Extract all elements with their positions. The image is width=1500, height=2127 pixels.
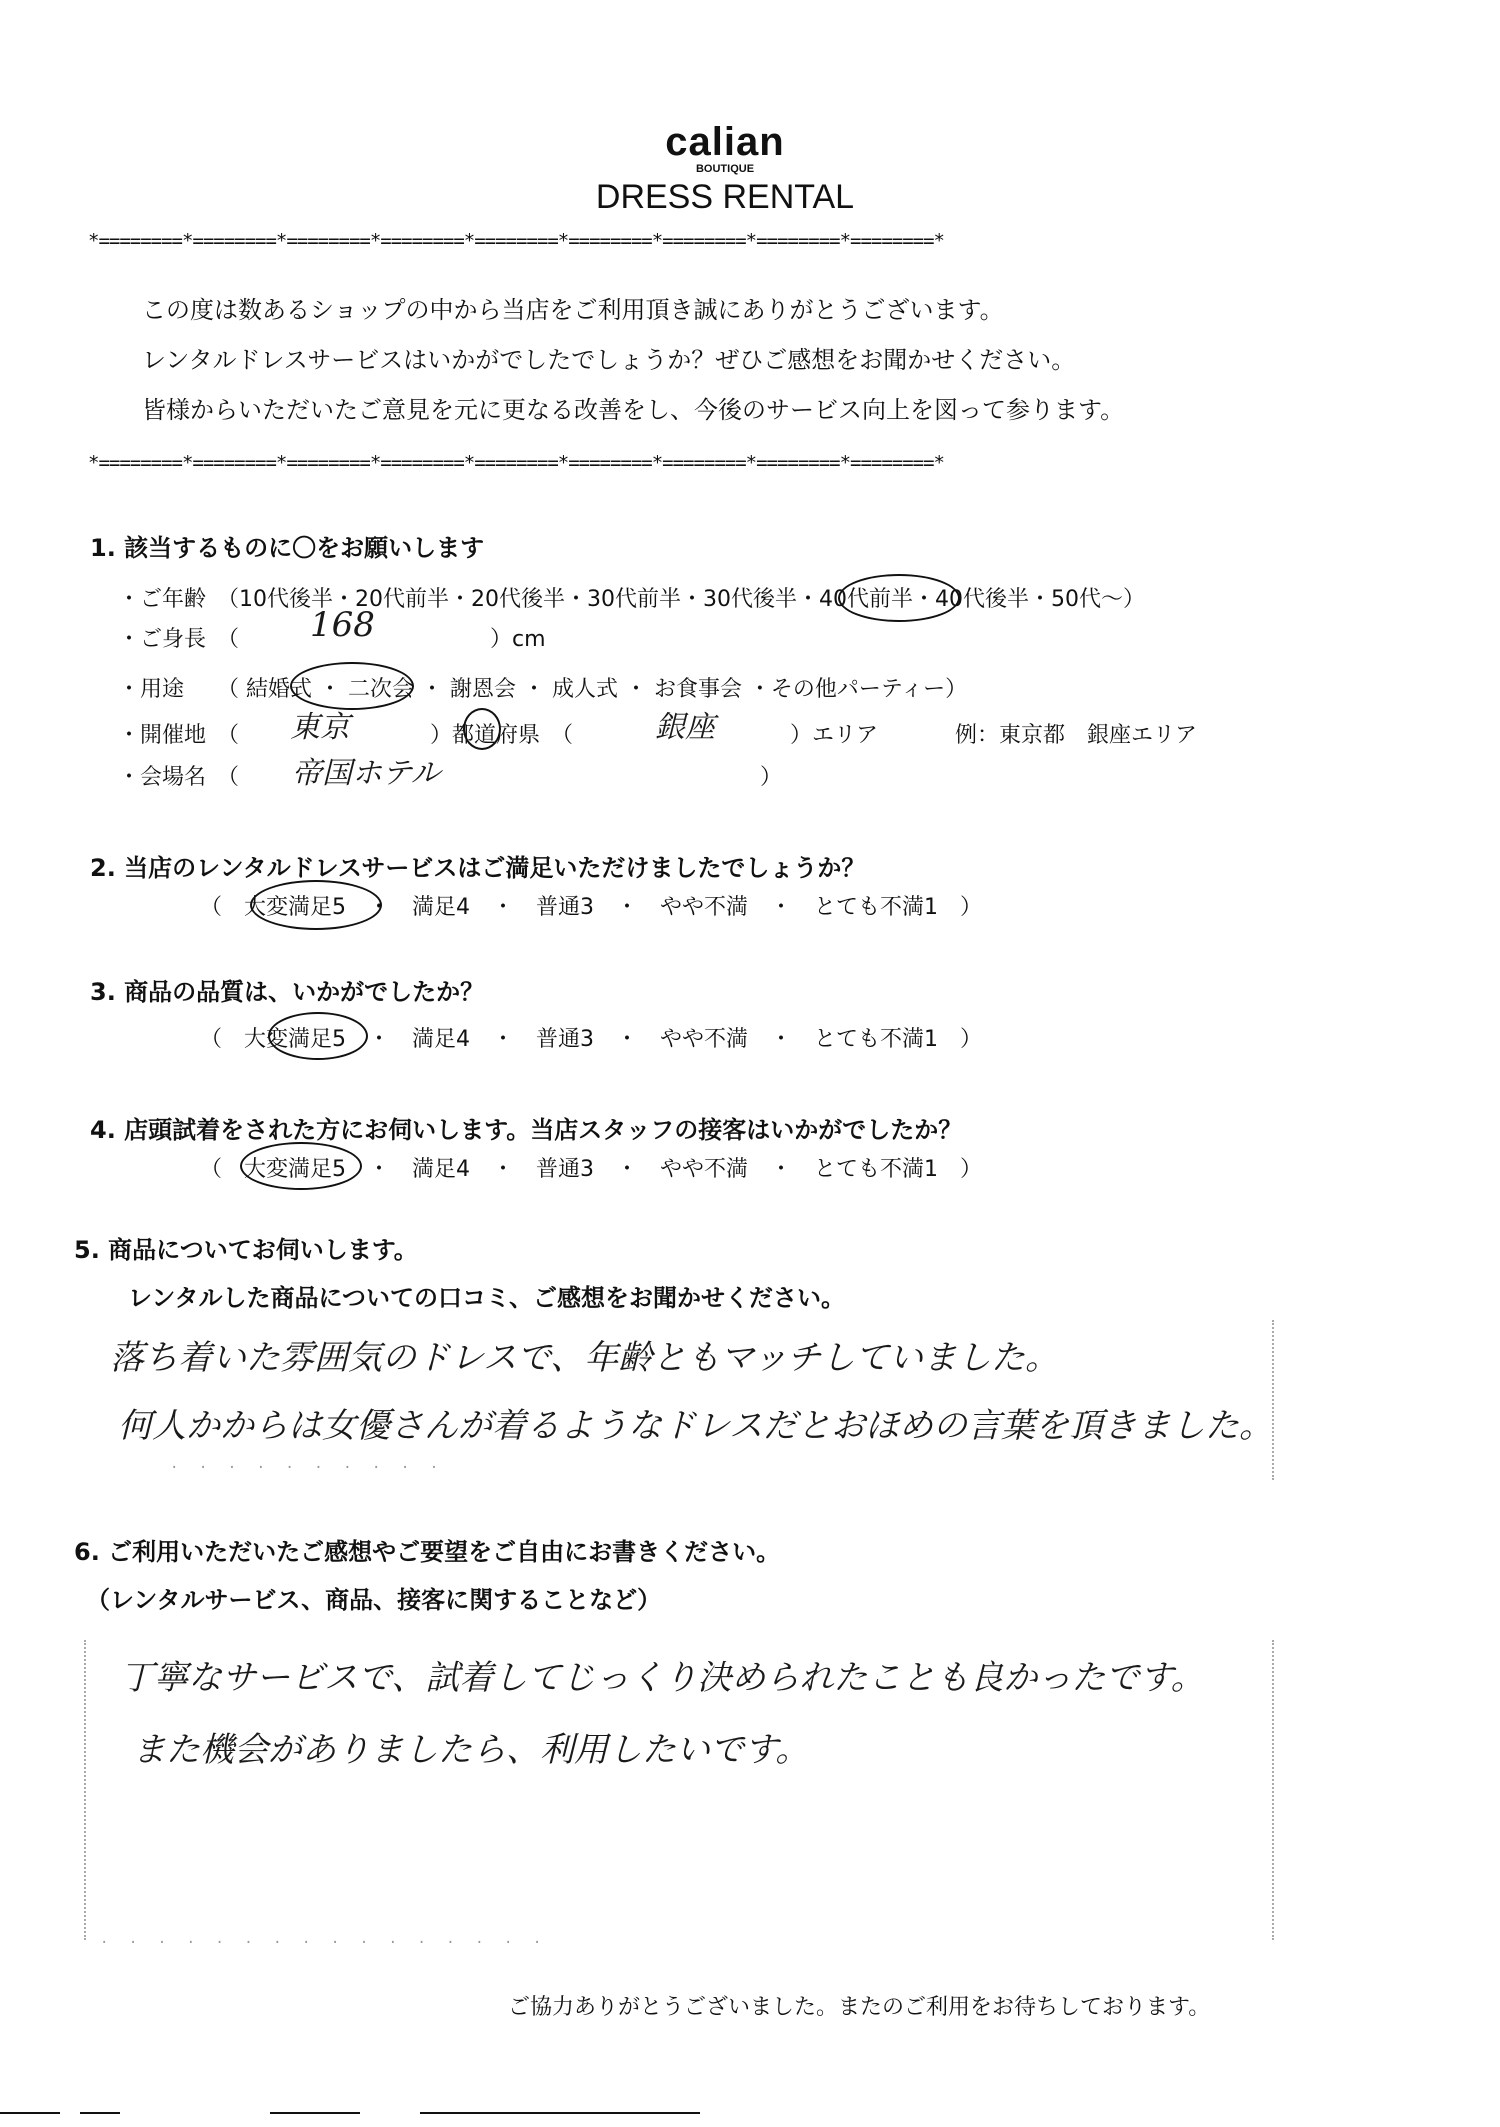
page-title: DRESS RENTAL	[595, 178, 855, 216]
intro-line-1: この度は数あるショップの中から当店をご利用頂き誠にありがとうございます。	[142, 296, 1004, 324]
q6-answer-line-2: また機会がありましたら、利用したいです。	[132, 1730, 810, 1770]
q2-heading: 2. 当店のレンタルドレスサービスはご満足いただけましたでしょうか？	[90, 854, 866, 882]
q5-answer-line-2: 何人かからは女優さんが着るようなドレスだとおほめの言葉を頂きました。	[118, 1406, 1273, 1446]
q4-options: （ 大変満足5 ・ 満足4 ・ 普通3 ・ やや不満 ・ とても不満1 ）	[200, 1157, 982, 1182]
divider-bottom: *========*========*========*========*========*========*========*========*========*	[88, 452, 944, 474]
q2-options: （ 大変満足5 ・ 満足4 ・ 普通3 ・ やや不満 ・ とても不満1 ）	[200, 895, 982, 920]
scan-mark	[0, 2112, 60, 2114]
scan-mark	[420, 2112, 700, 2114]
q1-age-row: ・ご年齢 （10代後半・20代前半・20代後半・30代前半・30代後半・40代前半・40代後半・50代～）	[118, 587, 1145, 612]
q3-selection-circle	[268, 1012, 368, 1060]
q6-subheading: （レンタルサービス、商品、接客に関することなど）	[86, 1586, 662, 1614]
scan-mark	[270, 2112, 360, 2114]
q5-heading: 5. 商品についてお伺いします。	[74, 1236, 418, 1264]
q4-selection-circle	[240, 1142, 362, 1190]
brand-subtitle: BOUTIQUE	[695, 163, 755, 175]
q1-hall-label: ・会場名 （	[118, 765, 240, 790]
q1-height-value: 168	[310, 605, 375, 645]
q6-box-left-edge	[84, 1640, 88, 1940]
intro-line-3: 皆様からいただいたご意見を元に更なる改善をし、今後のサービス向上を図って参ります。	[142, 396, 1125, 424]
q5-answer-line-1: 落ち着いた雰囲気のドレスで、年齢ともマッチしていました。	[110, 1338, 1059, 1378]
q1-height-label: ・ご身長 （	[118, 627, 240, 652]
q1-venue-area-suffix: ）エリア	[790, 723, 879, 748]
q2-selection-circle	[250, 880, 382, 930]
q1-hall-close: ）	[760, 765, 783, 790]
q6-box-bottom-dots: · · · · · · · · · · · · · · · ·	[100, 1935, 548, 1951]
q1-heading: 1. 該当するものに〇をお願いします	[90, 534, 485, 562]
brand-logo: calian	[665, 120, 785, 164]
prefecture-type-circle	[463, 708, 501, 750]
q1-venue-pref-suffix: ）都道府県 （	[430, 723, 574, 748]
q1-venue-area-value: 銀座	[655, 710, 715, 745]
age-selection-circle	[838, 574, 960, 622]
q6-box-right-edge	[1272, 1640, 1276, 1940]
q3-options: （ 大変満足5 ・ 満足4 ・ 普通3 ・ やや不満 ・ とても不満1 ）	[200, 1027, 982, 1052]
q6-heading: 6. ご利用いただいたご感想やご要望をご自由にお書きください。	[74, 1538, 781, 1566]
intro-line-2: レンタルドレスサービスはいかがでしたでしょうか？ぜひご感想をお聞かせください。	[142, 346, 1076, 374]
divider-top: *========*========*========*========*========*========*========*========*========*	[88, 230, 944, 252]
q5-box-bottom-dots: · · · · · · · · · ·	[170, 1460, 445, 1476]
q1-venue-pref-label: ・開催地 （	[118, 723, 240, 748]
scan-mark	[80, 2112, 120, 2114]
q6-answer-line-1: 丁寧なサービスで、試着してじっくり決められたことも良かったです。	[120, 1658, 1205, 1698]
q5-box-right-edge	[1272, 1320, 1276, 1480]
q1-venue-pref-value: 東京	[290, 710, 350, 745]
q4-heading: 4. 店頭試着をされた方にお伺いします。当店スタッフの接客はいかがでしたか？	[90, 1116, 963, 1144]
footer-thanks: ご協力ありがとうございました。またのご利用をお待ちしております。	[508, 1995, 1211, 2020]
q1-height-unit: ）cm	[490, 627, 546, 652]
q1-purpose-row: ・用途 （ 結婚式 ・ 二次会 ・ 謝恩会 ・ 成人式 ・ お食事会 ・その他パーティー）	[118, 677, 968, 702]
q5-subheading: レンタルした商品についての口コミ、ご感想をお聞かせください。	[128, 1284, 845, 1312]
q1-venue-example: 例：東京都 銀座エリア	[955, 723, 1198, 748]
q1-hall-value: 帝国ホテル	[292, 756, 441, 791]
q3-heading: 3. 商品の品質は、いかがでしたか？	[90, 978, 485, 1006]
